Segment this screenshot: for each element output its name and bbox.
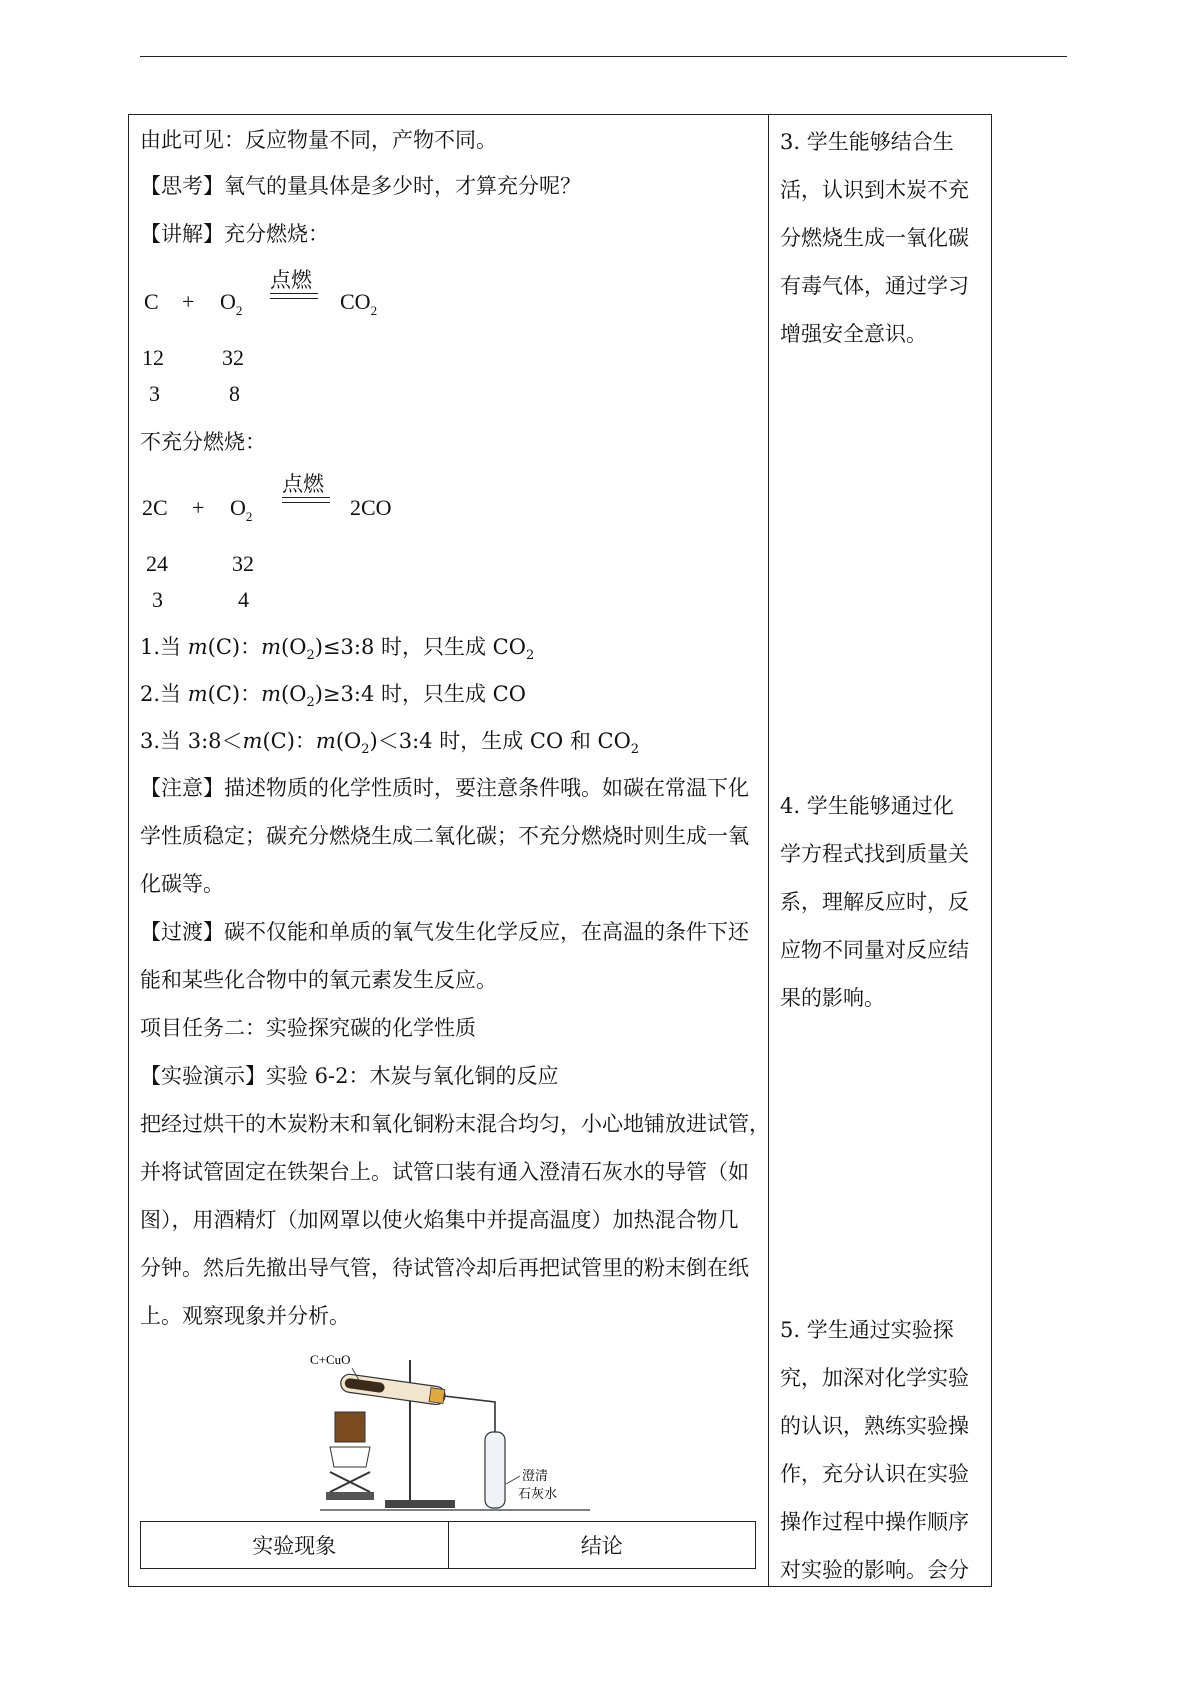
rule-2: 2.当 m(C)：$m(O_2)\ge 3:4$ 时，只生成 CO (140, 682, 526, 710)
note-line-3: 化碳等。 (140, 872, 224, 896)
demo-heading: 【实验演示】实验 6-2：木炭与氧化铜的反应 (140, 1064, 559, 1088)
lab-jack (330, 1472, 370, 1492)
result-header-conclusion: 结论 (448, 1522, 756, 1568)
procedure-line-5: 上。观察现象并分析。 (140, 1304, 350, 1328)
conclusion-line: 由此可见：反应物量不同，产物不同。 (140, 128, 497, 152)
eq2-mass-o2: 32 (232, 551, 254, 576)
eq2-reactant-c: 2C (142, 495, 168, 520)
apparatus-figure (310, 1352, 600, 1512)
task-two-heading: 项目任务二：实验探究碳的化学性质 (140, 1016, 476, 1040)
eq1-equals-line-1 (270, 293, 318, 294)
eq1-equals-line-2 (270, 298, 318, 299)
note-line-2: 学性质稳定；碳充分燃烧生成二氧化碳；不充分燃烧时则生成一氧 (140, 824, 749, 848)
procedure-line-1: 把经过烘干的木炭粉末和氧化铜粉末混合均匀，小心地铺放进试管， (140, 1112, 770, 1136)
explain-line: 【讲解】充分燃烧： (140, 222, 329, 246)
objective-4: 4. 学生能够通过化 学方程式找到质量关 系，理解反应时，反 应物不同量对反应结 果的影响。 (780, 794, 969, 1010)
limewater-pointer (506, 1476, 520, 1484)
eq2-ratio-c: 3 (152, 587, 163, 612)
eq2-equals-line-2 (282, 502, 330, 503)
eq2-mass-c: 24 (146, 551, 168, 576)
header-rule (140, 56, 1067, 57)
eq1-ratio-c: 3 (149, 381, 160, 406)
eq2-ratio-o2: 4 (238, 587, 249, 612)
transition-line-2: 能和某些化合物中的氧元素发生反应。 (140, 968, 497, 992)
eq1-mass-o2: 32 (222, 345, 244, 370)
procedure-line-3: 图），用酒精灯（加网罩以使火焰集中并提高温度）加热混合物几 (140, 1208, 739, 1232)
eq2-product: 2CO (350, 495, 392, 520)
stand-base (385, 1500, 455, 1508)
think-line: 【思考】氧气的量具体是多少时，才算充分呢？ (140, 174, 581, 198)
wire-gauze-hood (335, 1412, 365, 1442)
limewater-tube (485, 1432, 505, 1508)
limewater-label-1: 澄清 (522, 1469, 549, 1484)
transition-line-1: 【过渡】碳不仅能和单质的氧气发生化学反应，在高温的条件下还 (140, 920, 749, 944)
rule-1: 1.当 m(C)：$m(O_2)\le 3:8$ 时，只生成 $CO_2$ (140, 635, 535, 663)
eq2-plus: + (192, 495, 205, 520)
objective-3: 3. 学生能够结合生 活，认识到木炭不充 分燃烧生成一氧化碳 有毒气体，通过学习 增强安全意识。 (780, 130, 969, 346)
eq2-equals-line-1 (282, 497, 330, 498)
eq1-reactant-c: C (144, 289, 159, 314)
eq1-plus: + (182, 289, 195, 314)
eq1-ratio-o2: 8 (229, 381, 240, 406)
limewater-label-2: 石灰水 (518, 1487, 558, 1502)
eq1-reactant-o2: $O_2$ (220, 289, 243, 318)
alcohol-lamp (330, 1447, 370, 1467)
eq2-condition: 点燃 (282, 472, 324, 496)
objective-5: 5. 学生通过实验探 究，加深对化学实验 的认识，熟练实验操 作，充分认识在实验 操作过程中操作顺序 对实验的影响。会分 (780, 1318, 969, 1582)
reagent-label: C+CuO (310, 1352, 351, 1367)
eq2-reactant-o2: $O_2$ (230, 495, 253, 524)
rule-3: 3.当 3:8＜m(C)：$m(O_2)<3:4$ 时，生成 CO 和 $CO_2$ (140, 729, 640, 757)
column-divider (768, 114, 769, 1587)
eq1-product: $CO_2$ (340, 289, 378, 318)
note-line-1: 【注意】描述物质的化学性质时，要注意条件哦。如碳在常温下化 (140, 776, 749, 800)
test-tube (340, 1373, 446, 1405)
incomplete-label: 不充分燃烧： (140, 430, 266, 454)
procedure-line-2: 并将试管固定在铁架台上。试管口装有通入澄清石灰水的导管（如 (140, 1160, 749, 1184)
result-header-phenomenon: 实验现象 (252, 1534, 337, 1558)
procedure-line-4: 分钟。然后先撤出导气管，待试管冷却后再把试管里的粉末倒在纸 (140, 1256, 749, 1280)
result-table (140, 1521, 756, 1569)
eq1-mass-c: 12 (142, 345, 164, 370)
eq1-condition: 点燃 (270, 268, 312, 292)
lab-jack-base (326, 1492, 374, 1500)
